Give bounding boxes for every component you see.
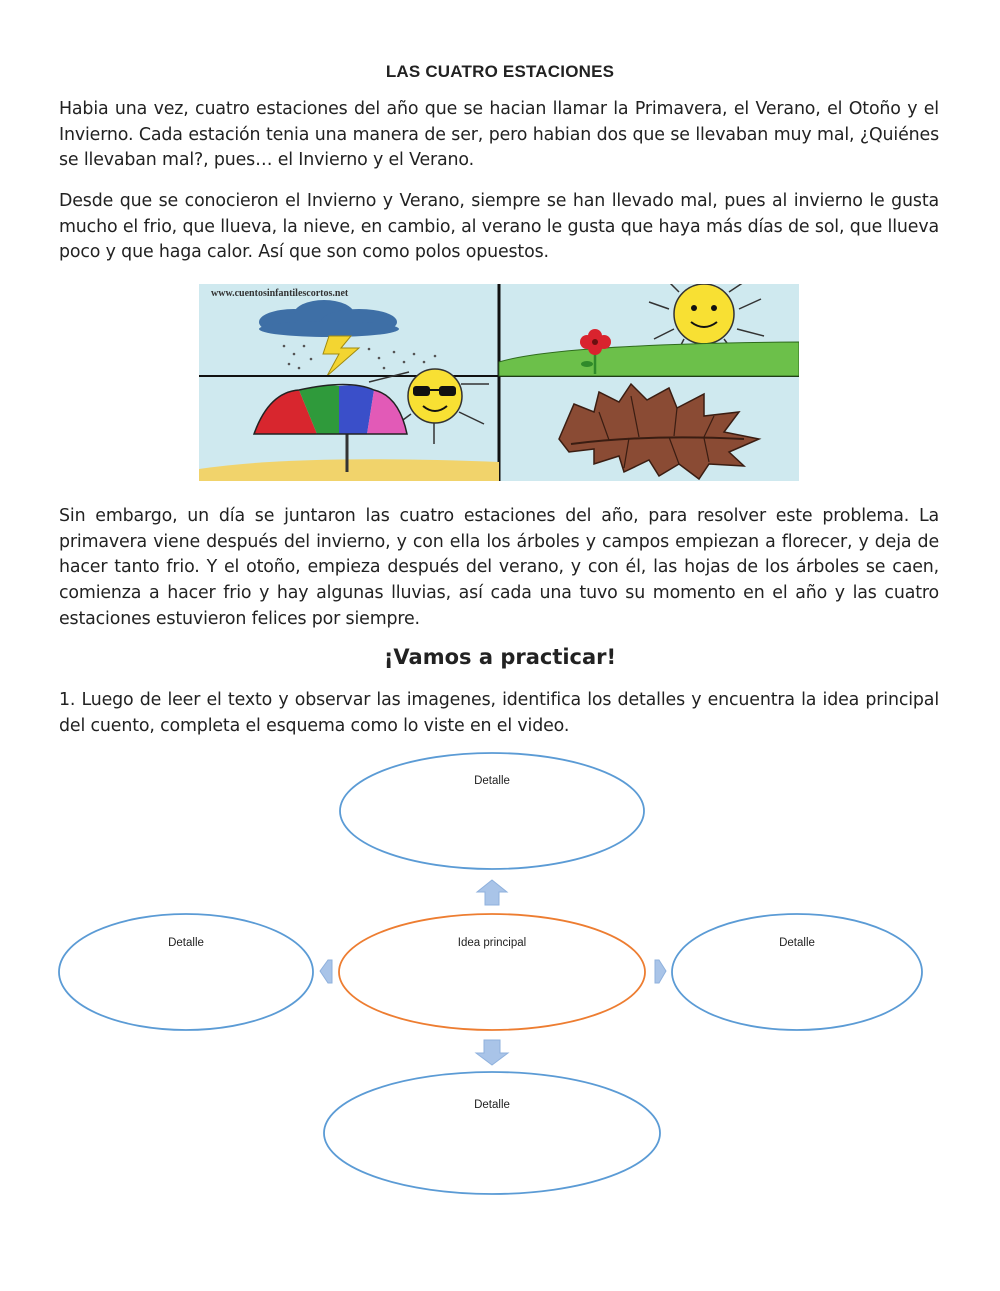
detail-label-right: Detalle xyxy=(779,937,815,949)
main-idea-scheme xyxy=(0,740,1000,1220)
page-title: LAS CUATRO ESTACIONES xyxy=(385,62,615,81)
story-paragraph-1: Habia una vez, cuatro estaciones del año que se hacian llamar la Primavera, el Verano, el Otoño y el Invierno. Cada estación tenia una manera de ser, pero habian dos que se llevaban muy mal, ¿Quiénes se llevaban mal?, pues… el Invierno y el Verano. xyxy=(59,99,939,171)
detail-oval-top[interactable] xyxy=(340,753,644,869)
story-paragraph-2: Desde que se conocieron el Invierno y Verano, siempre se han llevado mal, pues al invierno le gusta mucho el frio, que llueva, la nieve, en cambio, al verano le gusta que haya más días de sol, que llueva poco y que haga calor. Así que son como polos opuestos. xyxy=(59,191,939,263)
detail-oval-bottom[interactable] xyxy=(324,1072,660,1194)
detail-label-left: Detalle xyxy=(168,937,204,949)
four-seasons-illustration xyxy=(199,284,799,481)
arrow-left-icon xyxy=(320,960,332,983)
practice-heading: ¡Vamos a practicar! xyxy=(383,645,617,669)
main-idea-label: Idea principal xyxy=(457,937,527,949)
detail-oval-right[interactable] xyxy=(672,914,922,1030)
main-idea-oval[interactable] xyxy=(339,914,645,1030)
arrow-right-icon xyxy=(655,960,666,983)
detail-label-top: Detalle xyxy=(474,775,510,787)
illustration-watermark: www.cuentosinfantilescortos.net xyxy=(211,288,349,299)
arrow-up-icon xyxy=(477,880,507,905)
instruction-question-1: 1. Luego de leer el texto y observar las imagenes, identifica los detalles y encuentra la idea principal del cuento, completa el esquema como lo viste en el video. xyxy=(59,690,939,736)
detail-oval-left[interactable] xyxy=(59,914,313,1030)
detail-label-bottom: Detalle xyxy=(474,1099,510,1111)
arrow-down-icon xyxy=(476,1040,508,1065)
story-paragraph-3: Sin embargo, un día se juntaron las cuatro estaciones del año, para resolver este problema. La primavera viene después del invierno, y con ella los árboles y campos empiezan a florecer, y deja de hacer tanto frio. Y el otoño, empieza después del verano, y con él, las hojas de los árboles se caen, comienza a hacer frio y hay algunas lluvias, así cada una tuvo su momento en el año y las cuatro estaciones estuvieron felices por siempre. xyxy=(59,506,939,629)
